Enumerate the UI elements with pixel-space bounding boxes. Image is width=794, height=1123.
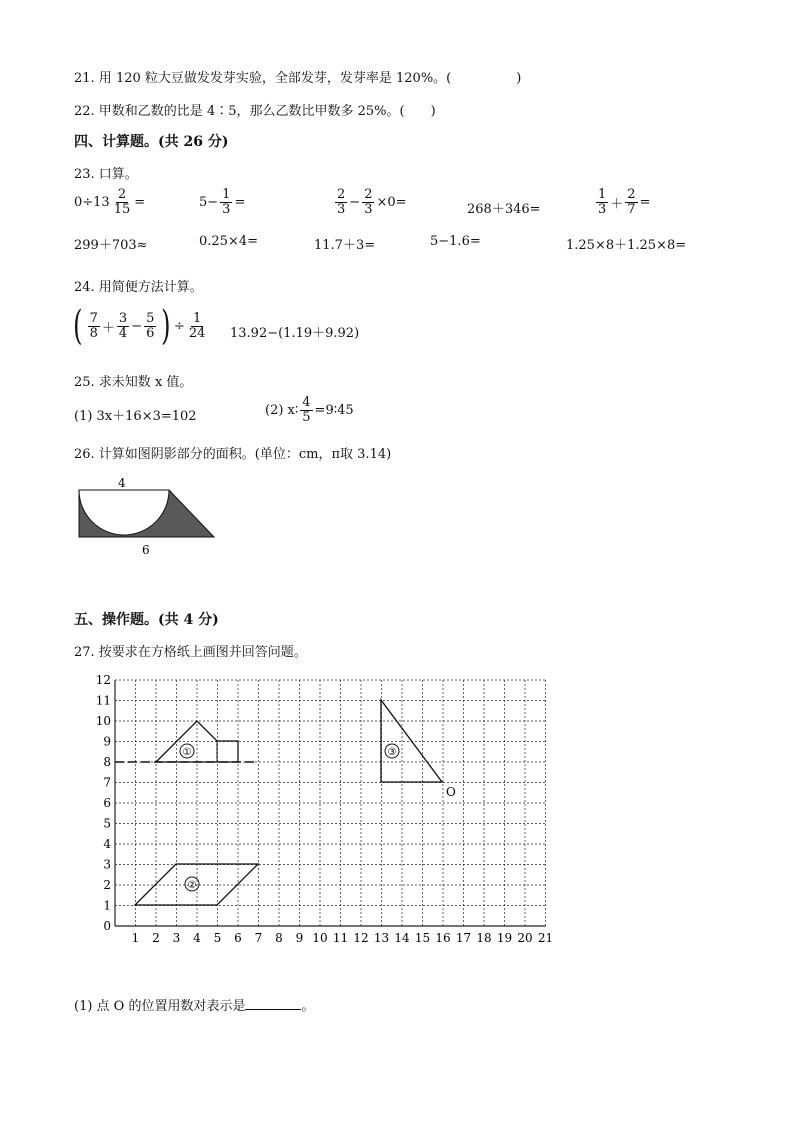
oral-item-6: 299＋703≈ (74, 238, 148, 253)
fraction (596, 188, 608, 216)
fraction-numerator: 3 (118, 310, 128, 326)
fraction-denominator: 5 (302, 409, 311, 425)
x-axis-tick-label: 12 (353, 931, 369, 945)
right-paren: ) (161, 303, 171, 349)
fraction-denominator: 8 (89, 325, 98, 341)
oral-item-3 (333, 188, 407, 216)
oral-item-8: 11.7＋3= (314, 238, 376, 253)
oral-item-1 (74, 188, 145, 216)
x-axis-tick-label: 2 (152, 931, 160, 945)
oral-item-1-equals: = (134, 194, 146, 210)
simplify-expression-1 (70, 303, 209, 349)
question-26: 26. 计算如图阴影部分的面积。(单位：cm，π取 3.14) (74, 447, 392, 462)
oral-item-9: 5−1.6= (430, 234, 481, 249)
section-heading-calculation: 四、计算题。(共 26 分) (74, 134, 229, 150)
fraction (625, 188, 637, 216)
fraction (187, 312, 208, 340)
x-axis-tick-label: 11 (332, 931, 349, 945)
shaded-area-figure (74, 474, 224, 560)
section-heading-operation: 五、操作题。(共 4 分) (74, 612, 219, 628)
fraction (112, 188, 133, 216)
fraction-denominator: 6 (146, 325, 155, 341)
oral-item-5 (594, 188, 650, 216)
y-axis-tick-label: 1 (103, 898, 111, 913)
shape-2-label: ② (187, 880, 197, 891)
y-axis-tick-label: 7 (103, 775, 111, 790)
fraction-denominator: 4 (118, 325, 128, 341)
fraction-numerator: 1 (598, 187, 607, 202)
oral-item-10: 1.25×8＋1.25×8= (566, 238, 687, 253)
x-axis-tick-label: 10 (312, 931, 328, 945)
y-axis-tick-label: 5 (103, 816, 111, 831)
oral-item-2 (199, 188, 245, 216)
equation-2-suffix: =9∶45 (314, 402, 354, 418)
operator: ＋ (101, 320, 115, 336)
x-axis-tick-label: 4 (193, 931, 201, 945)
y-axis-tick-label: 11 (95, 693, 111, 708)
question-24: 24. 用简便方法计算。 (74, 280, 203, 295)
y-axis-tick-label: 3 (103, 857, 111, 872)
question-27-1-end: 。 (301, 999, 315, 1014)
x-axis-tick-label: 6 (234, 931, 242, 945)
question-27: 27. 按要求在方格纸上画图并回答问题。 (74, 645, 307, 660)
question-21: 21. 用 120 粒大豆做发发芽实验，全部发芽，发芽率是 120%。( ) (74, 71, 522, 86)
fraction (88, 312, 100, 340)
y-axis-tick-label: 12 (95, 673, 111, 687)
question-27-1-text: (1) 点 O 的位置用数对表示是 (74, 999, 246, 1014)
simplify-expression-2: 13.92−(1.19＋9.92) (230, 326, 360, 341)
fraction-numerator: 1 (222, 187, 231, 202)
x-axis-tick-label: 19 (496, 931, 513, 945)
x-axis-tick-label: 16 (435, 931, 451, 945)
y-axis-tick-label: 9 (103, 734, 111, 749)
x-axis-tick-label: 14 (394, 931, 410, 945)
fraction-denominator: 7 (627, 201, 636, 217)
equation-2 (265, 396, 354, 424)
fraction-numerator: 4 (302, 395, 311, 410)
x-axis-tick-label: 7 (254, 931, 263, 945)
fraction-numerator: 2 (627, 187, 636, 202)
oral-item-5-equals: = (639, 194, 651, 210)
oral-item-7: 0.25×4= (199, 234, 259, 249)
fraction-numerator: 7 (89, 310, 98, 326)
fraction-denominator: 24 (188, 325, 206, 341)
fraction-denominator: 3 (598, 201, 607, 217)
fraction-numerator: 1 (193, 310, 202, 326)
fraction-numerator: 2 (117, 187, 127, 202)
point-o-label: O (446, 785, 456, 799)
shape-3-label: ③ (387, 747, 397, 758)
question-27-1 (74, 995, 315, 1014)
question-22: 22. 甲数和乙数的比是 4∶5，那么乙数比甲数多 25%。( ) (74, 104, 436, 119)
oral-item-3-suffix: ×0= (376, 194, 407, 210)
shape-1-label: ① (182, 747, 192, 758)
x-axis-tick-label: 21 (537, 931, 554, 945)
x-axis-tick-label: 3 (172, 931, 181, 945)
x-axis-tick-label: 17 (455, 931, 472, 945)
answer-blank[interactable] (245, 997, 301, 1010)
shape-3-triangle (381, 700, 442, 782)
fraction (335, 188, 347, 216)
grid-lines (115, 680, 546, 926)
operator: − (349, 194, 361, 210)
fraction-denominator: 3 (364, 201, 373, 217)
x-axis-tick-label: 20 (517, 931, 533, 945)
axis-labels (96, 673, 553, 945)
oral-item-2-equals: = (234, 194, 246, 210)
equation-1: (1) 3x＋16×3=102 (74, 409, 197, 424)
coordinate-grid (70, 672, 554, 952)
shape-2-parallelogram (135, 864, 258, 905)
fraction-denominator: 3 (222, 201, 231, 217)
oral-item-4: 268＋346= (467, 202, 541, 217)
question-25: 25. 求未知数 x 值。 (74, 375, 193, 390)
fraction (117, 312, 129, 340)
y-axis-tick-label: 8 (103, 755, 111, 769)
x-axis-tick-label: 13 (373, 931, 390, 945)
bottom-length-label: 6 (142, 543, 150, 557)
fraction-numerator: 5 (146, 310, 155, 326)
fraction-numerator: 2 (337, 187, 346, 202)
x-axis-tick-label: 15 (414, 931, 431, 945)
y-axis-tick-label: 4 (103, 837, 111, 851)
top-length-label: 4 (118, 476, 126, 490)
equation-2-prefix: (2) x∶ (265, 402, 299, 418)
operator: − (131, 318, 143, 334)
y-axis-tick-label: 0 (103, 919, 111, 933)
fraction-numerator: 2 (364, 187, 373, 202)
fraction (144, 312, 156, 340)
x-axis-tick-label: 1 (131, 931, 140, 945)
fraction (362, 188, 374, 216)
fraction-denominator: 3 (337, 201, 346, 217)
x-axis-tick-label: 5 (213, 931, 222, 945)
fraction (220, 188, 232, 216)
x-axis-tick-label: 9 (295, 931, 304, 945)
fraction (300, 396, 312, 424)
x-axis-tick-label: 18 (476, 931, 492, 945)
y-axis-tick-label: 10 (95, 714, 111, 728)
y-axis-tick-label: 6 (103, 796, 111, 810)
question-23: 23. 口算。 (74, 167, 138, 182)
fraction-denominator: 15 (113, 201, 131, 217)
oral-item-1-prefix: 0÷13 (74, 194, 110, 210)
y-axis-tick-label: 2 (103, 878, 111, 892)
oral-item-2-prefix: 5− (199, 194, 219, 210)
x-axis-tick-label: 8 (275, 931, 283, 945)
operator: ÷ (173, 318, 185, 334)
operator: ＋ (610, 196, 624, 212)
left-paren: ( (73, 303, 83, 349)
